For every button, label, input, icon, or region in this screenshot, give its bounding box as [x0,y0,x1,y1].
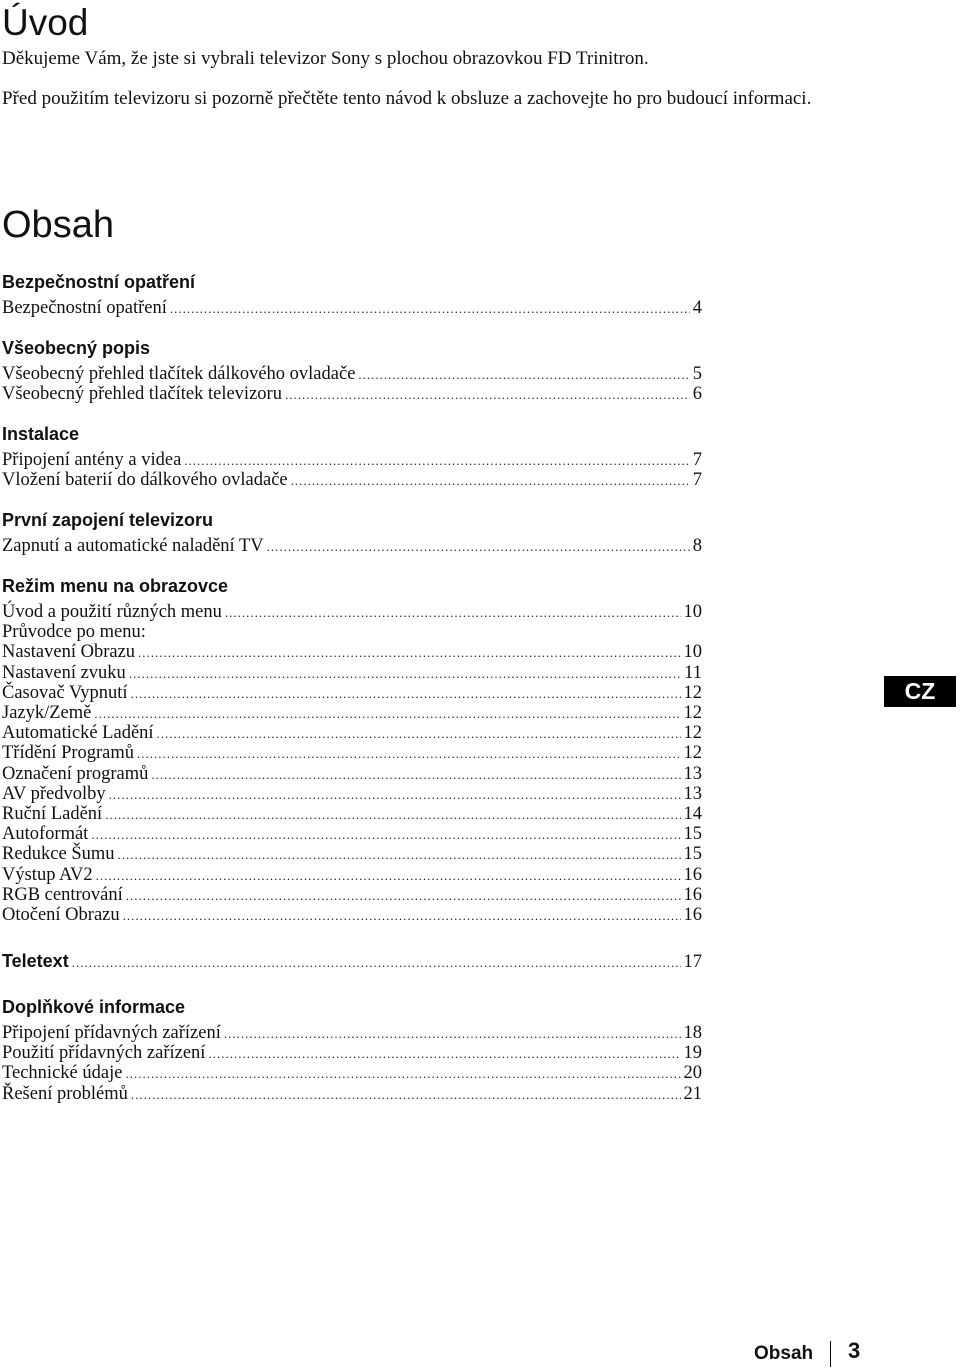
toc-entry[interactable] [2,905,702,925]
intro-title: Úvod [2,2,89,43]
language-tab: CZ [884,676,956,707]
toc-entry-label: Řešení problémů [2,1083,128,1104]
toc-dot-leader [170,299,690,319]
toc-dot-leader [137,744,680,764]
toc-entry-page: 13 [683,763,702,784]
toc-entry[interactable] [2,602,702,622]
toc-dot-leader [267,537,690,557]
toc-dot-leader [105,805,680,825]
toc-entry-label: Připojení antény a videa [2,450,182,470]
toc-entry[interactable] [2,1023,702,1043]
toc-dot-leader [138,643,680,663]
toc-dot-leader [123,906,681,926]
toc-entry-label: Autoformát [2,824,89,845]
toc-dot-leader [358,365,689,385]
toc-section-title: První zapojení televizoru [2,510,214,530]
toc-entry[interactable] [2,364,702,384]
toc-entry-page: 12 [683,703,702,723]
toc-entry[interactable] [2,804,702,824]
toc-entry[interactable] [2,723,702,743]
toc-entry-page: 20 [683,1063,702,1084]
toc-entry-label: Vložení baterií do dálkového ovladače [2,470,288,491]
toc-entry-page: 5 [692,364,702,384]
toc-entry-page: 18 [683,1023,702,1043]
toc-entry-label: Připojení přídavných zařízení [2,1023,221,1043]
toc-entry[interactable] [2,536,702,556]
toc-entry[interactable] [2,885,702,905]
toc-entry-label: Automatické Ladění [2,723,154,744]
toc-dot-leader [118,845,681,865]
toc-entry-label: Všeobecný přehled tlačítek dálkového ovladače [2,364,356,384]
toc-entry-label: Jazyk/Země [2,703,92,723]
footer-divider [830,1341,831,1367]
toc-section-title: Doplňkové informace [2,997,186,1017]
toc-entry-label: Ruční Ladění [2,804,103,824]
toc-entry-page: 4 [692,298,702,318]
toc-entry-page: 10 [683,642,702,663]
toc-entry[interactable] [2,622,702,642]
toc-dot-leader [151,765,680,785]
toc-entry[interactable] [2,1043,702,1063]
toc-entry[interactable] [2,683,702,703]
toc-entry[interactable] [2,298,702,318]
toc-dot-leader [291,471,690,491]
toc-entry-page: 16 [683,884,702,905]
toc-entry-label: Technické údaje [2,1063,123,1084]
toc-dot-leader [91,825,680,845]
toc-entry[interactable] [2,764,702,784]
toc-dot-leader [225,603,681,623]
toc-entry-page: 7 [692,470,702,491]
toc-entry-page: 14 [683,804,702,824]
toc-entry-label: Třídění Programů [2,743,135,764]
toc-entry-page: 16 [683,864,702,885]
toc-entry-label: Označení programů [2,763,149,784]
toc-dot-leader [94,704,680,724]
toc-entry-label: Teletext [2,951,69,971]
intro-paragraph: Děkujeme Vám, že jste si vybrali televizor Sony s plochou obrazovkou FD Trinitron. [2,48,649,69]
toc-section-title: Bezpečnostní opatření [2,272,196,292]
toc-entry-label: Zapnutí a automatické naladění TV [2,536,264,556]
toc-entry[interactable] [2,951,702,971]
toc-entry[interactable] [2,470,702,490]
toc-entry-label: Použití přídavných zařízení [2,1043,206,1064]
toc-entry[interactable] [2,663,702,683]
toc-entry-label: Úvod a použití různých menu [2,602,222,622]
toc-title: Obsah [2,204,114,246]
toc-entry-page: 12 [683,682,702,703]
toc-entry-page: 7 [692,450,702,470]
toc-entry-page: 19 [683,1043,702,1064]
toc-entry-label: Nastavení zvuku [2,662,126,683]
toc-dot-leader [109,785,681,805]
toc-entry[interactable] [2,642,702,662]
toc-dot-leader [224,1024,681,1044]
toc-entry-page: 12 [683,743,702,764]
toc-entry-label: Průvodce po menu: [2,622,146,643]
intro-paragraph: Před použitím televizoru si pozorně přečtěte tento návod k obsluze a zachovejte ho pro budoucí informaci. [2,88,812,109]
toc-entry[interactable] [2,824,702,844]
toc-entry-label: Bezpečnostní opatření [2,298,167,318]
toc-dot-leader [131,1085,681,1105]
toc-entry-page: 21 [683,1083,702,1104]
toc-dot-leader [184,451,689,471]
toc-entry[interactable] [2,1084,702,1104]
toc-entry-label: Redukce Šumu [2,844,115,865]
toc-entry-page: 15 [683,844,702,865]
toc-dot-leader [157,724,681,744]
toc-entry-page: 11 [684,662,702,683]
toc-dot-leader [129,664,681,684]
toc-entry-page: 10 [683,602,702,622]
toc-entry[interactable] [2,784,702,804]
toc-entry-page: 6 [692,384,702,405]
toc-dot-leader [96,866,681,886]
toc-dot-leader [285,385,690,405]
toc-entry-page: 17 [683,952,702,972]
toc-entry[interactable] [2,1063,702,1083]
toc-section-title: Instalace [2,424,80,444]
toc-entry-label: Výstup AV2 [2,864,93,885]
page-number: 3 [848,1338,861,1363]
toc-dot-leader [126,886,681,906]
toc-entry[interactable] [2,450,702,470]
toc-entry[interactable] [2,865,702,885]
toc-dot-leader [208,1044,680,1064]
toc-entry-page: 15 [683,824,702,845]
toc-entry-label: Otočení Obrazu [2,905,120,925]
toc-section-title: Režim menu na obrazovce [2,576,229,596]
toc-entry-label: Všeobecný přehled tlačítek televizoru [2,384,282,405]
toc-entry-label: Nastavení Obrazu [2,642,136,663]
toc-entry-label: AV předvolby [2,783,106,804]
toc-entry-page: 12 [683,723,702,744]
toc-section-title: Všeobecný popis [2,338,151,358]
toc-entry-page: 13 [683,783,702,804]
toc-entry-label: Časovač Vypnutí [2,682,128,703]
toc-entry[interactable] [2,703,702,723]
toc-entry-page: 16 [683,905,702,925]
toc-entry[interactable] [2,743,702,763]
toc-entry[interactable] [2,844,702,864]
footer-section-label: Obsah [754,1343,814,1364]
toc-entry-page: 8 [692,536,702,556]
toc-entry-label: RGB centrování [2,884,123,905]
toc-entry[interactable] [2,384,702,404]
toc-dot-leader [72,953,681,973]
toc-dot-leader [125,1064,680,1084]
toc-dot-leader [131,684,681,704]
